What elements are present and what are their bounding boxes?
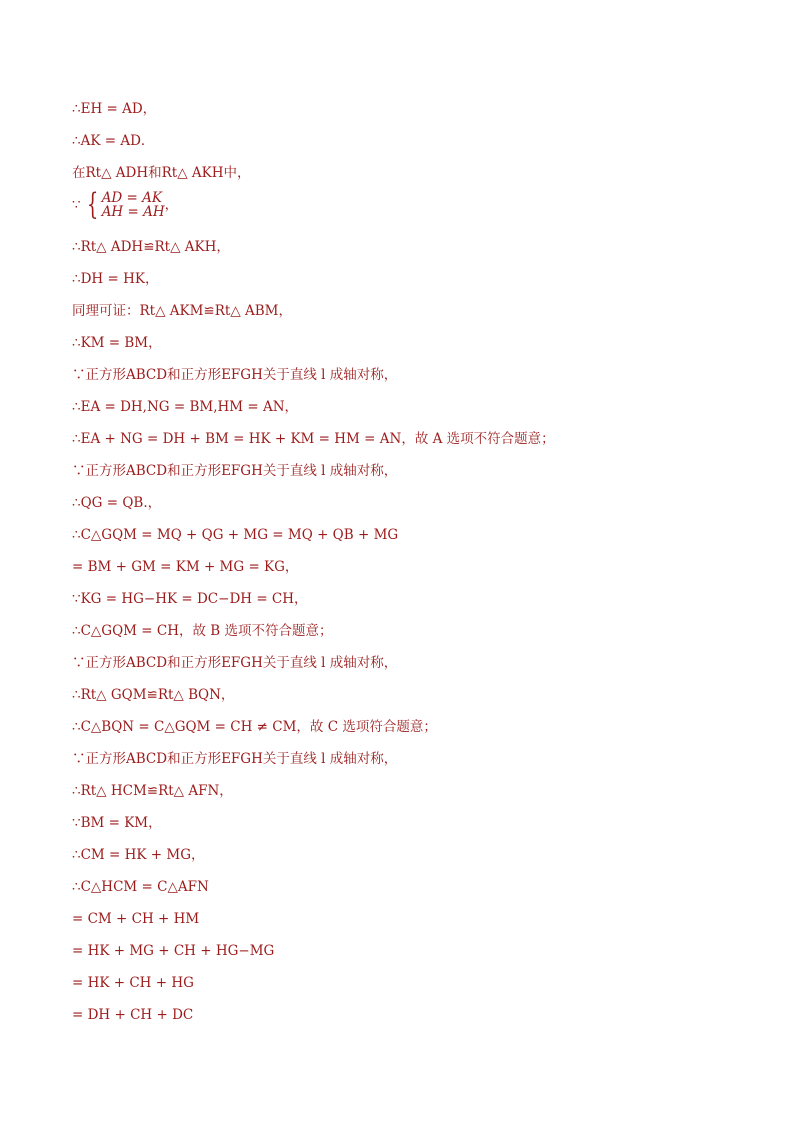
equation-system bbox=[72, 187, 179, 222]
step-line: ∴AK = AD． bbox=[72, 133, 155, 149]
step-line: ∴QG = QB.， bbox=[72, 495, 162, 511]
step-line: ∴Rt△ GQM≌Rt△ BQN， bbox=[72, 687, 235, 703]
step-line: = BM + GM = KM + MG = KG， bbox=[72, 559, 299, 575]
step-line: ∴C△BQN = C△GQM = CH ≠ CM，故 C 选项符合题意； bbox=[72, 719, 437, 735]
step-line: ∴Rt△ ADH≌Rt△ AKH， bbox=[72, 239, 230, 255]
left-brace-icon: { bbox=[86, 187, 98, 222]
step-line: ∵正方形ABCD和正方形EFGH关于直线 l 成轴对称， bbox=[72, 751, 398, 767]
step-line: ∴C△GQM = MQ + QG + MG = MQ + QB + MG bbox=[72, 527, 399, 543]
system-row: AD = AK bbox=[101, 190, 162, 206]
step-line: ∵BM = KM， bbox=[72, 815, 162, 831]
step-line: ∴CM = HK + MG， bbox=[72, 847, 205, 863]
system-suffix: ， bbox=[164, 197, 179, 213]
step-line: ∴C△GQM = CH，故 B 选项不符合题意； bbox=[72, 623, 333, 639]
step-line: ∴C△HCM = C△AFN bbox=[72, 879, 209, 895]
step-line: ∵KG = HG−HK = DC−DH = CH， bbox=[72, 591, 308, 607]
step-line: = HK + CH + HG bbox=[72, 975, 194, 991]
step-line: = CM + CH + HM bbox=[72, 911, 200, 927]
step-line: = HK + MG + CH + HG−MG bbox=[72, 943, 275, 959]
step-line: ∴EH = AD， bbox=[72, 101, 157, 117]
step-line: 同理可证：Rt△ AKM≌Rt△ ABM， bbox=[72, 303, 292, 319]
step-line: ∵正方形ABCD和正方形EFGH关于直线 l 成轴对称， bbox=[72, 463, 398, 479]
step-line: = DH + CH + DC bbox=[72, 1007, 194, 1023]
step-line: ∴Rt△ HCM≌Rt△ AFN， bbox=[72, 783, 233, 799]
step-line: 在Rt△ ADH和Rt△ AKH中， bbox=[72, 165, 251, 181]
step-line: ∴KM = BM， bbox=[72, 335, 162, 351]
step-line: ∴EA = DH,NG = BM,HM = AN， bbox=[72, 399, 299, 415]
step-line: ∵正方形ABCD和正方形EFGH关于直线 l 成轴对称， bbox=[72, 655, 398, 671]
step-line: ∴DH = HK， bbox=[72, 271, 159, 287]
step-line: ∴EA + NG = DH + BM = HK + KM = HM = AN，故 A 选项不符合题意； bbox=[72, 431, 555, 447]
system-prefix: ∵ bbox=[72, 197, 81, 213]
step-line: ∵正方形ABCD和正方形EFGH关于直线 l 成轴对称， bbox=[72, 367, 398, 383]
system-row: AH = AH bbox=[101, 204, 165, 220]
